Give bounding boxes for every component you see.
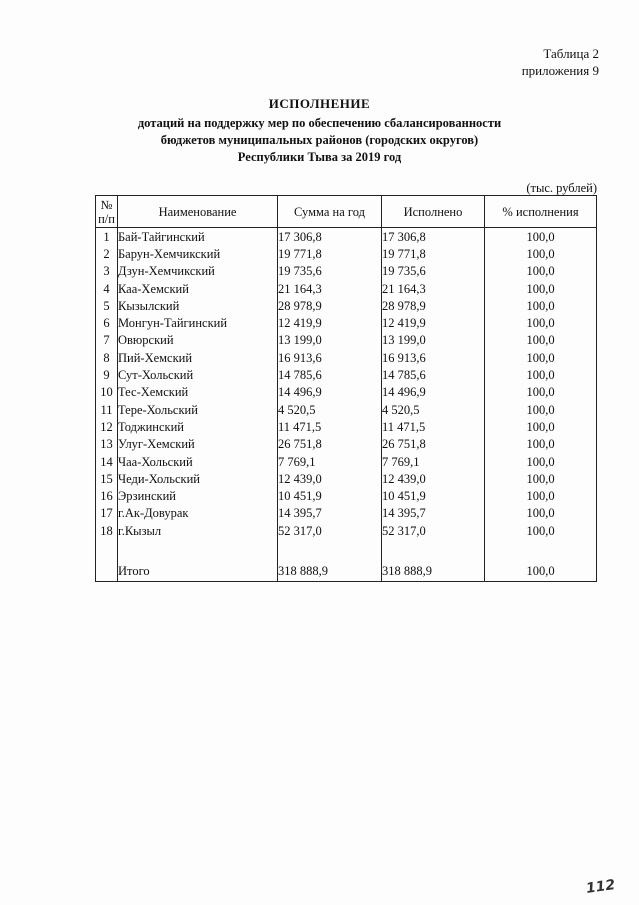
table-body xyxy=(96,228,597,582)
cell-name: Сут-Хольский xyxy=(118,366,278,383)
cell-sum: 19 735,6 xyxy=(278,263,382,280)
cell-num: 8 xyxy=(96,349,118,366)
table-row xyxy=(96,332,597,349)
cell-pct: 100,0 xyxy=(485,384,597,401)
table-header-row xyxy=(96,196,597,228)
cell-done: 21 164,3 xyxy=(382,280,485,297)
cell-done: 17 306,8 xyxy=(382,228,485,246)
cell-sum: 14 785,6 xyxy=(278,366,382,383)
cell-done: 19 735,6 xyxy=(382,263,485,280)
cell-pct: 100,0 xyxy=(485,297,597,314)
cell-sum: 28 978,9 xyxy=(278,297,382,314)
column-header-num xyxy=(96,196,118,228)
spacer-cell xyxy=(118,539,278,561)
table-row xyxy=(96,453,597,470)
cell-name: Каа-Хемский xyxy=(118,280,278,297)
cell-num: 1 xyxy=(96,228,118,246)
document-subtitle xyxy=(0,115,639,166)
cell-pct: 100,0 xyxy=(485,366,597,383)
table-row xyxy=(96,349,597,366)
cell-done: 26 751,8 xyxy=(382,436,485,453)
spacer-cell xyxy=(278,539,382,561)
cell-name: Улуг-Хемский xyxy=(118,436,278,453)
cell-pct: 100,0 xyxy=(485,263,597,280)
table-row xyxy=(96,245,597,262)
cell-done: 52 317,0 xyxy=(382,522,485,539)
cell-pct: 100,0 xyxy=(485,314,597,331)
subtitle-line: дотаций на поддержку мер по обеспечению сбалансированности xyxy=(137,116,502,130)
cell-sum: 12 419,9 xyxy=(278,314,382,331)
cell-sum: 11 471,5 xyxy=(278,418,382,435)
cell-name: Бай-Тайгинский xyxy=(118,228,278,246)
table-row xyxy=(96,384,597,401)
table-row xyxy=(96,366,597,383)
cell-done: 16 913,6 xyxy=(382,349,485,366)
cell-sum: 7 769,1 xyxy=(278,453,382,470)
cell-pct: 100,0 xyxy=(485,453,597,470)
cell-num: 12 xyxy=(96,418,118,435)
cell-num: 9 xyxy=(96,366,118,383)
table-label: Таблица 2 xyxy=(543,46,599,61)
column-header-num-text: № п/п xyxy=(98,197,115,226)
cell-name: Чаа-Хольский xyxy=(118,453,278,470)
column-header-done: Исполнено xyxy=(382,196,485,228)
page-number: 112 xyxy=(584,877,616,897)
cell-num: 10 xyxy=(96,384,118,401)
cell-done: 14 395,7 xyxy=(382,505,485,522)
cell-sum: 16 913,6 xyxy=(278,349,382,366)
cell-num: 17 xyxy=(96,505,118,522)
subtitle-line: бюджетов муниципальных районов (городских округов) xyxy=(160,133,479,147)
cell-name: Кызылский xyxy=(118,297,278,314)
table-row xyxy=(96,505,597,522)
column-header-pct: % исполнения xyxy=(485,196,597,228)
cell-num: 11 xyxy=(96,401,118,418)
cell-num: 14 xyxy=(96,453,118,470)
cell-name: г.Кызыл xyxy=(118,522,278,539)
cell-name: Тес-Хемский xyxy=(118,384,278,401)
table-row xyxy=(96,470,597,487)
units-label: (тыс. рублей) xyxy=(526,181,597,195)
column-header-sum: Сумма на год xyxy=(278,196,382,228)
cell-done: 10 451,9 xyxy=(382,487,485,504)
cell-pct: 100,0 xyxy=(485,349,597,366)
cell-done: 14 785,6 xyxy=(382,366,485,383)
cell-num: 6 xyxy=(96,314,118,331)
cell-done: 12 419,9 xyxy=(382,314,485,331)
cell-pct: 100,0 xyxy=(485,470,597,487)
cell-pct: 100,0 xyxy=(485,228,597,246)
total-row xyxy=(96,561,597,582)
column-header-name: Наименование xyxy=(118,196,278,228)
table-row xyxy=(96,436,597,453)
table-reference xyxy=(522,45,599,79)
cell-name: Овюрский xyxy=(118,332,278,349)
document-title: ИСПОЛНЕНИЕ xyxy=(268,96,371,111)
cell-pct: 100,0 xyxy=(485,245,597,262)
cell-name: г.Ак-Довурак xyxy=(118,505,278,522)
table-row xyxy=(96,418,597,435)
cell-pct: 100,0 xyxy=(485,280,597,297)
cell-sum: 13 199,0 xyxy=(278,332,382,349)
subtitle-line: Республики Тыва за 2019 год xyxy=(237,150,402,164)
cell-name: Тере-Хольский xyxy=(118,401,278,418)
total-cell-sum: 318 888,9 xyxy=(278,561,382,582)
cell-num: 2 xyxy=(96,245,118,262)
cell-sum: 4 520,5 xyxy=(278,401,382,418)
cell-sum: 21 164,3 xyxy=(278,280,382,297)
cell-name: Эрзинский xyxy=(118,487,278,504)
appendix-label: приложения 9 xyxy=(521,63,599,78)
cell-done: 7 769,1 xyxy=(382,453,485,470)
table-row xyxy=(96,314,597,331)
cell-pct: 100,0 xyxy=(485,436,597,453)
cell-done: 13 199,0 xyxy=(382,332,485,349)
budget-execution-table xyxy=(95,195,597,582)
spacer-cell xyxy=(382,539,485,561)
cell-done: 14 496,9 xyxy=(382,384,485,401)
cell-name: Тоджинский xyxy=(118,418,278,435)
cell-num: 7 xyxy=(96,332,118,349)
spacer-row xyxy=(96,539,597,561)
cell-name: Монгун-Тайгинский xyxy=(118,314,278,331)
table-row xyxy=(96,280,597,297)
cell-sum: 17 306,8 xyxy=(278,228,382,246)
cell-pct: 100,0 xyxy=(485,418,597,435)
total-cell-pct: 100,0 xyxy=(485,561,597,582)
spacer-cell xyxy=(96,539,118,561)
cell-num: 16 xyxy=(96,487,118,504)
cell-pct: 100,0 xyxy=(485,401,597,418)
cell-num: 18 xyxy=(96,522,118,539)
cell-pct: 100,0 xyxy=(485,505,597,522)
table-row xyxy=(96,522,597,539)
total-cell-done: 318 888,9 xyxy=(382,561,485,582)
cell-num: 13 xyxy=(96,436,118,453)
cell-pct: 100,0 xyxy=(485,332,597,349)
cell-done: 11 471,5 xyxy=(382,418,485,435)
cell-done: 4 520,5 xyxy=(382,401,485,418)
cell-sum: 12 439,0 xyxy=(278,470,382,487)
cell-pct: 100,0 xyxy=(485,522,597,539)
cell-sum: 26 751,8 xyxy=(278,436,382,453)
cell-done: 28 978,9 xyxy=(382,297,485,314)
total-cell-num xyxy=(96,561,118,582)
table-row xyxy=(96,297,597,314)
table-row xyxy=(96,401,597,418)
spacer-cell xyxy=(485,539,597,561)
cell-num: 3 xyxy=(96,263,118,280)
cell-num: 15 xyxy=(96,470,118,487)
cell-name: Пий-Хемский xyxy=(118,349,278,366)
cell-name: Барун-Хемчикский xyxy=(118,245,278,262)
total-cell-name: Итого xyxy=(118,561,278,582)
cell-name: Дзун-Хемчикский xyxy=(118,263,278,280)
cell-done: 19 771,8 xyxy=(382,245,485,262)
cell-sum: 52 317,0 xyxy=(278,522,382,539)
cell-num: 5 xyxy=(96,297,118,314)
cell-name: Чеди-Хольский xyxy=(118,470,278,487)
table-row xyxy=(96,487,597,504)
cell-pct: 100,0 xyxy=(485,487,597,504)
cell-sum: 14 395,7 xyxy=(278,505,382,522)
cell-sum: 10 451,9 xyxy=(278,487,382,504)
table-row xyxy=(96,228,597,246)
cell-done: 12 439,0 xyxy=(382,470,485,487)
table-row xyxy=(96,263,597,280)
cell-sum: 14 496,9 xyxy=(278,384,382,401)
cell-num: 4 xyxy=(96,280,118,297)
cell-sum: 19 771,8 xyxy=(278,245,382,262)
